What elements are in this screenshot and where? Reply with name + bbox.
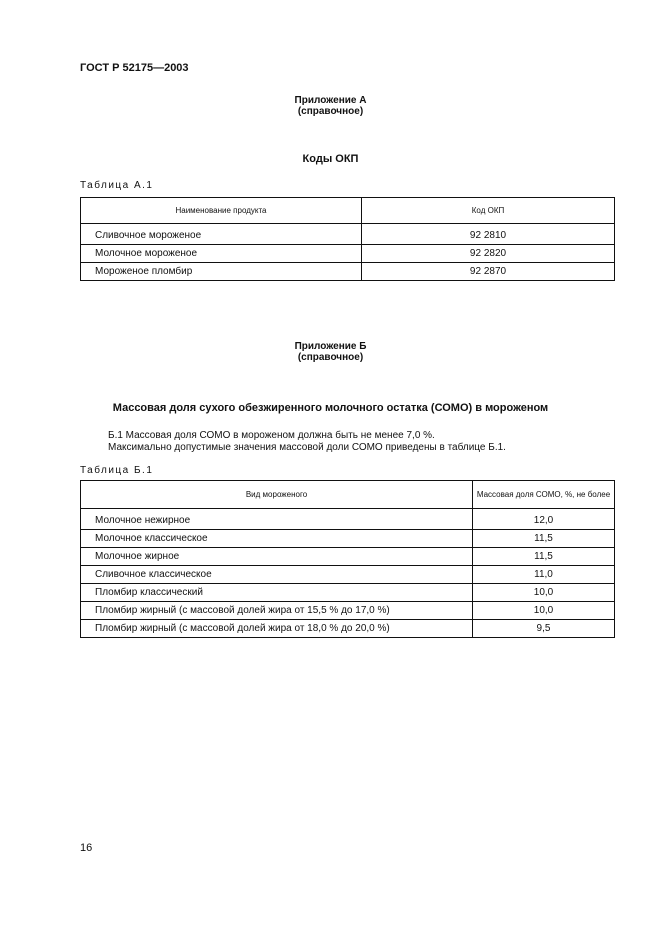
table-b1-header-type: Вид мороженого [81,481,473,509]
appendix-a-subtitle: (справочное) [297,106,364,117]
paragraph-b1: Б.1 Массовая доля СОМО в мороженом должна быть не менее 7,0 %. [108,430,435,441]
table-row [81,509,615,530]
product-name-cell: Мороженое пломбир [81,263,362,281]
ice-cream-type-cell: Сливочное классическое [81,566,473,584]
ice-cream-type-cell: Пломбир жирный (с массовой долей жира от 18,0 % до 20,0 %) [81,620,473,638]
table-row [81,224,615,245]
table-row [81,245,615,263]
somo-value-cell: 11,0 [473,566,615,584]
table-row [81,530,615,548]
page-number: 16 [80,842,93,854]
paragraph-b1-continued: Максимально допустимые значения массовой доли СОМО приведены в таблице Б.1. [108,442,506,453]
product-name-cell: Молочное мороженое [81,245,362,263]
somo-value-cell: 11,5 [473,548,615,566]
appendix-b-text [80,430,620,454]
ice-cream-type-cell: Пломбир классический [81,584,473,602]
somo-value-cell: 11,5 [473,530,615,548]
somo-value-cell: 9,5 [473,620,615,638]
appendix-a-heading: Коды ОКП [302,153,359,165]
table-b1-header-somo: Массовая доля СОМО, %, не более [473,481,615,509]
table-row [81,263,615,281]
table-row [81,620,615,638]
okp-code-cell: 92 2810 [362,224,615,245]
appendix-a-title [0,95,661,117]
table-row [81,602,615,620]
somo-value-cell: 10,0 [473,584,615,602]
okp-code-cell: 92 2820 [362,245,615,263]
table-a1-label: Таблица А.1 [80,180,154,191]
ice-cream-type-cell: Молочное классическое [81,530,473,548]
okp-code-cell: 92 2870 [362,263,615,281]
somo-value-cell: 10,0 [473,602,615,620]
ice-cream-type-cell: Молочное жирное [81,548,473,566]
appendix-b-title [0,341,661,363]
table-a1-header-name: Наименование продукта [81,198,362,224]
product-name-cell: Сливочное мороженое [81,224,362,245]
table-b1-label: Таблица Б.1 [80,465,154,476]
somo-value-cell: 12,0 [473,509,615,530]
table-a1-header-code: Код ОКП [362,198,615,224]
table-row [81,566,615,584]
table-b1 [80,480,615,638]
appendix-b-subtitle: (справочное) [297,352,364,363]
table-row [81,584,615,602]
appendix-a-label: Приложение А [294,95,367,106]
document-code: ГОСТ Р 52175—2003 [80,62,189,74]
appendix-b-heading: Массовая доля сухого обезжиренного молочного остатка (СОМО) в мороженом [112,402,549,414]
appendix-b-label: Приложение Б [294,341,367,352]
table-a1 [80,197,615,281]
ice-cream-type-cell: Молочное нежирное [81,509,473,530]
table-row [81,548,615,566]
ice-cream-type-cell: Пломбир жирный (с массовой долей жира от 15,5 % до 17,0 %) [81,602,473,620]
